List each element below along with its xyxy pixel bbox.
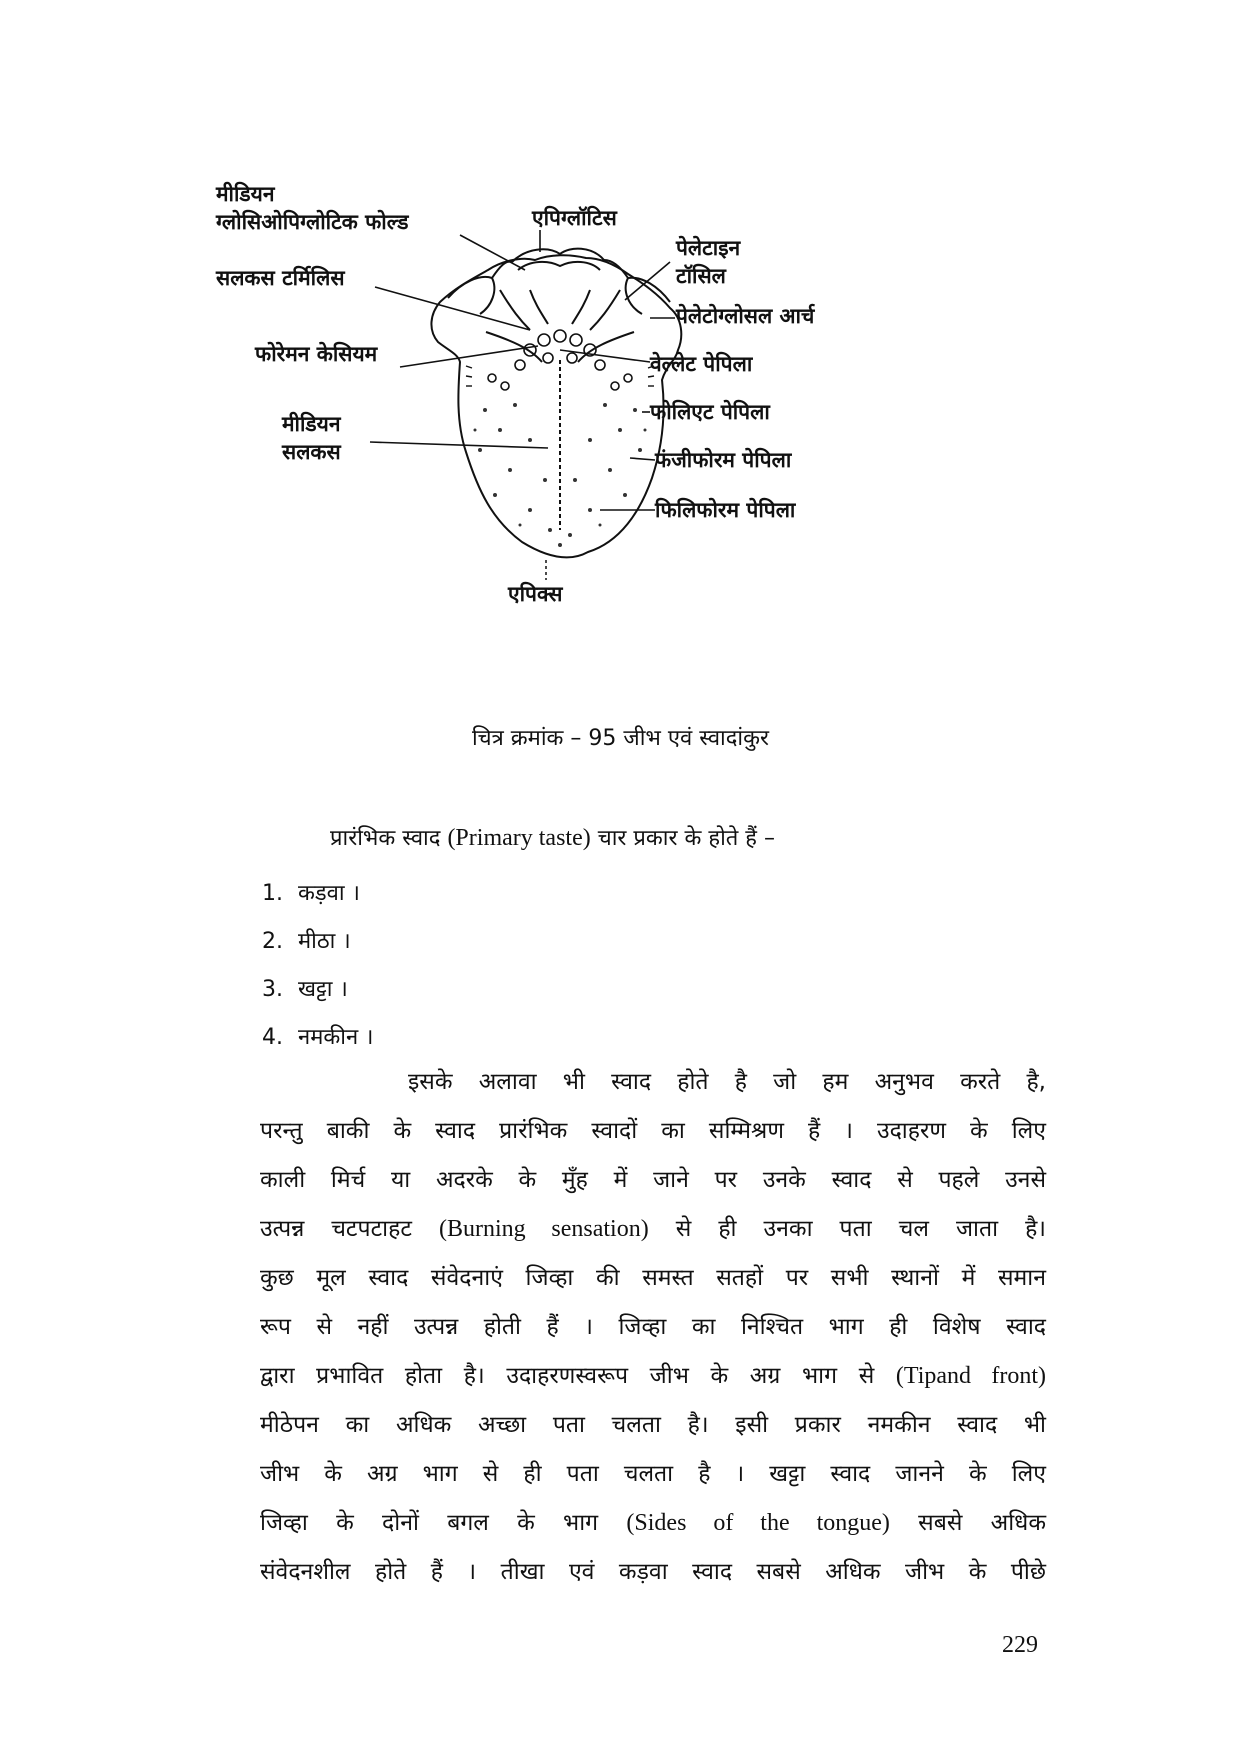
label-foliate-papilla: फोलिएट पेपिला	[650, 400, 770, 424]
paragraph-line: काली मिर्च या अदरके के मुँह में जाने पर उनके स्वाद से पहले उनसे	[260, 1167, 1046, 1193]
list-text: मीठा ।	[298, 929, 351, 954]
label-vallate-papilla: वेल्लेट पेपिला	[650, 352, 753, 376]
line-english: (Burning sensation)	[439, 1216, 649, 1242]
intro-text: प्रारंभिक स्वाद	[330, 826, 441, 851]
label-line: ग्लोसिओपिग्लोटिक फोल्ड	[216, 210, 409, 234]
paragraph-line: कुछ मूल स्वाद संवेदनाएं जिव्हा की समस्त सतहों पर सभी स्थानों में समान	[260, 1265, 1046, 1291]
list-number: 1.	[262, 881, 283, 906]
label-line: सलकस	[282, 440, 341, 464]
label-filiform-papilla: फिलिफोरम पेपिला	[655, 498, 796, 522]
list-text: खट्टा ।	[298, 977, 348, 1002]
body-paragraph	[260, 1058, 1046, 1597]
label-line: टॉसिल	[676, 264, 726, 288]
intro-text: चार प्रकार के होते हैं –	[597, 826, 775, 851]
intro-line	[330, 822, 775, 852]
label-epiglottis: एपिग्लॉटिस	[532, 206, 617, 230]
label-fungiform-papilla: फंजीफोरम पेपिला	[655, 448, 792, 472]
paragraph-line	[260, 1205, 1046, 1254]
line-english: (Tipand front)	[895, 1363, 1046, 1389]
label-sulcus-terminalis: सलकस टर्मिलिस	[216, 266, 345, 290]
page-number: 229	[1002, 1632, 1038, 1658]
list-item	[262, 966, 374, 1014]
paragraph-line	[260, 1352, 1046, 1401]
label-palatine-tonsil	[676, 234, 740, 290]
label-line: मीडियन	[282, 412, 341, 436]
line-text: से ही उनका पता चल जाता है।	[675, 1216, 1047, 1242]
line-text: जिव्हा के दोनों बगल के भाग	[260, 1510, 599, 1536]
label-line: पेलेटाइन	[676, 236, 741, 260]
list-item	[262, 870, 374, 918]
tongue-diagram	[216, 182, 990, 690]
list-number: 3.	[262, 977, 283, 1002]
line-text: उत्पन्न चटपटाहट	[260, 1216, 412, 1242]
label-median-glossoepiglottic	[216, 180, 408, 236]
paragraph-line: मीठेपन का अधिक अच्छा पता चलता है। इसी प्रकार नमकीन स्वाद भी	[260, 1412, 1046, 1438]
intro-english: (Primary taste)	[447, 825, 591, 851]
paragraph-line: इसके अलावा भी स्वाद होते है जो हम अनुभव करते है,	[408, 1069, 1046, 1095]
paragraph-line: संवेदनशील होते हैं । तीखा एवं कड़वा स्वाद सबसे अधिक जीभ के पीछे	[260, 1559, 1046, 1585]
list-text: कड़वा ।	[298, 881, 360, 906]
list-number: 4.	[262, 1025, 283, 1050]
label-apex: एपिक्स	[508, 582, 563, 606]
paragraph-line: जीभ के अग्र भाग से ही पता चलता है । खट्टा स्वाद जानने के लिए	[260, 1461, 1046, 1487]
paragraph-line: परन्तु बाकी के स्वाद प्रारंभिक स्वादों का सम्मिश्रण हैं । उदाहरण के लिए	[260, 1118, 1046, 1144]
list-number: 2.	[262, 929, 283, 954]
paragraph-line	[260, 1499, 1046, 1548]
list-item	[262, 918, 374, 966]
label-median-sulcus	[282, 410, 341, 466]
figure-caption: चित्र क्रमांक – 95 जीभ एवं स्वादांकुर	[471, 726, 770, 751]
line-text: सबसे अधिक	[918, 1510, 1046, 1536]
line-english: (Sides of the tongue)	[626, 1510, 890, 1536]
list-text: नमकीन ।	[298, 1025, 374, 1050]
label-foramen-cecum: फोरेमन केसियम	[255, 342, 378, 366]
paragraph-line: रूप से नहीं उत्पन्न होती हैं । जिव्हा का निश्चित भाग ही विशेष स्वाद	[260, 1314, 1046, 1340]
taste-list	[262, 870, 374, 1062]
line-text: द्वारा प्रभावित होता है। उदाहरणस्वरूप जीभ के अग्र भाग से	[260, 1363, 875, 1389]
label-line: मीडियन	[216, 182, 275, 206]
list-item	[262, 1014, 374, 1062]
label-palatoglossal-arch: पेलेटोग्लोसल आर्च	[676, 304, 815, 328]
